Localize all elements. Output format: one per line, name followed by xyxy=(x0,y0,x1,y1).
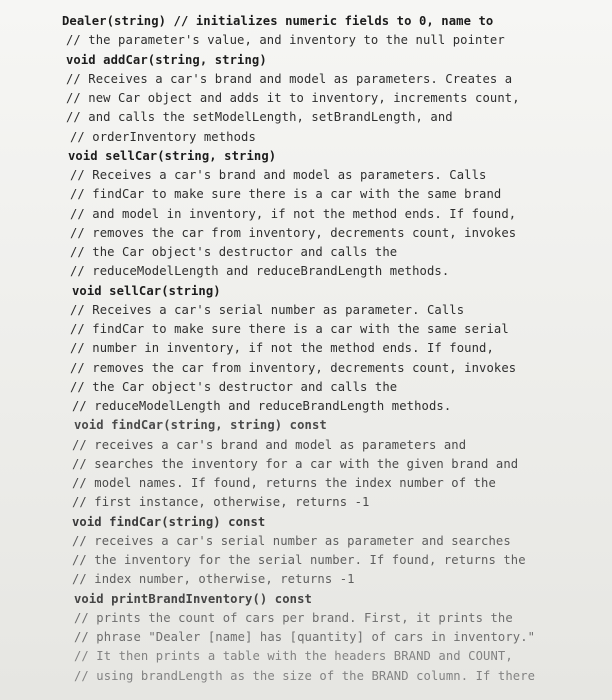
code-comment-line: // first instance, otherwise, returns -1 xyxy=(72,495,370,510)
code-comment-line: // removes the car from inventory, decrements count, invokes xyxy=(70,360,517,375)
code-comment-line: // receives a car's serial number as parameter and searches xyxy=(72,533,511,548)
code-comment-line: // prints the count of cars per brand. First, it prints the xyxy=(74,610,513,625)
code-lines xyxy=(0,12,612,686)
code-comment-line: // number in inventory, if not the method ends. If found, xyxy=(70,341,494,356)
code-signature-line: void sellCar(string, string) xyxy=(68,148,277,163)
code-comment-line: // reduceModelLength and reduceBrandLength methods. xyxy=(70,264,450,279)
code-comment-line: // using brandLength as the size of the BRAND column. If there xyxy=(74,668,536,683)
code-comment-line: // searches the inventory for a car with the given brand and xyxy=(72,456,519,471)
code-comment-line: // findCar to make sure there is a car with the same serial xyxy=(70,322,509,336)
code-comment-line: // the Car object's destructor and calls the xyxy=(70,379,398,394)
code-signature-line: void printBrandInventory() const xyxy=(74,591,312,606)
code-comment-line: // findCar to make sure there is a car with the same brand xyxy=(70,187,502,202)
code-comment-line: // phrase "Dealer [name] has [quantity] of cars in inventory." xyxy=(74,630,536,644)
code-comment-line: // removes the car from inventory, decrements count, invokes xyxy=(70,225,517,240)
code-comment-line: // the inventory for the serial number. If found, returns the xyxy=(72,553,526,567)
code-comment-line: // receives a car's brand and model as parameters and xyxy=(72,437,467,452)
code-signature-line: void findCar(string, string) const xyxy=(74,418,327,433)
code-comment-line: // index number, otherwise, returns -1 xyxy=(72,572,355,587)
code-comment-line: // and calls the setModelLength, setBrandLength, and xyxy=(66,110,453,125)
code-signature-line: void findCar(string) const xyxy=(72,514,266,529)
code-comment-line: // Receives a car's serial number as parameter. Calls xyxy=(70,302,465,317)
code-comment-line: // orderInventory methods xyxy=(70,129,256,144)
code-comment-line: // Receives a car's brand and model as parameters. Calls xyxy=(70,168,487,182)
code-signature-line: void addCar(string, string) xyxy=(66,52,267,67)
code-comment-line: // the Car object's destructor and calls the xyxy=(70,245,398,259)
code-comment-line: // model names. If found, returns the index number of the xyxy=(72,476,496,490)
code-signature-line: void sellCar(string) xyxy=(72,283,221,298)
code-comment-line: // and model in inventory, if not the method ends. If found, xyxy=(70,206,517,221)
code-comment-line: // new Car object and adds it to inventory, increments count, xyxy=(66,91,520,105)
code-comment-line: // reduceModelLength and reduceBrandLength methods. xyxy=(72,399,452,413)
code-comment-line: // the parameter's value, and inventory to the null pointer xyxy=(66,33,505,48)
code-comment-line: // It then prints a table with the headers BRAND and COUNT, xyxy=(74,649,513,664)
code-signature-line: Dealer(string) // initializes numeric fields to 0, name to xyxy=(62,14,494,28)
code-comment-line: // Receives a car's brand and model as parameters. Creates a xyxy=(66,71,513,86)
